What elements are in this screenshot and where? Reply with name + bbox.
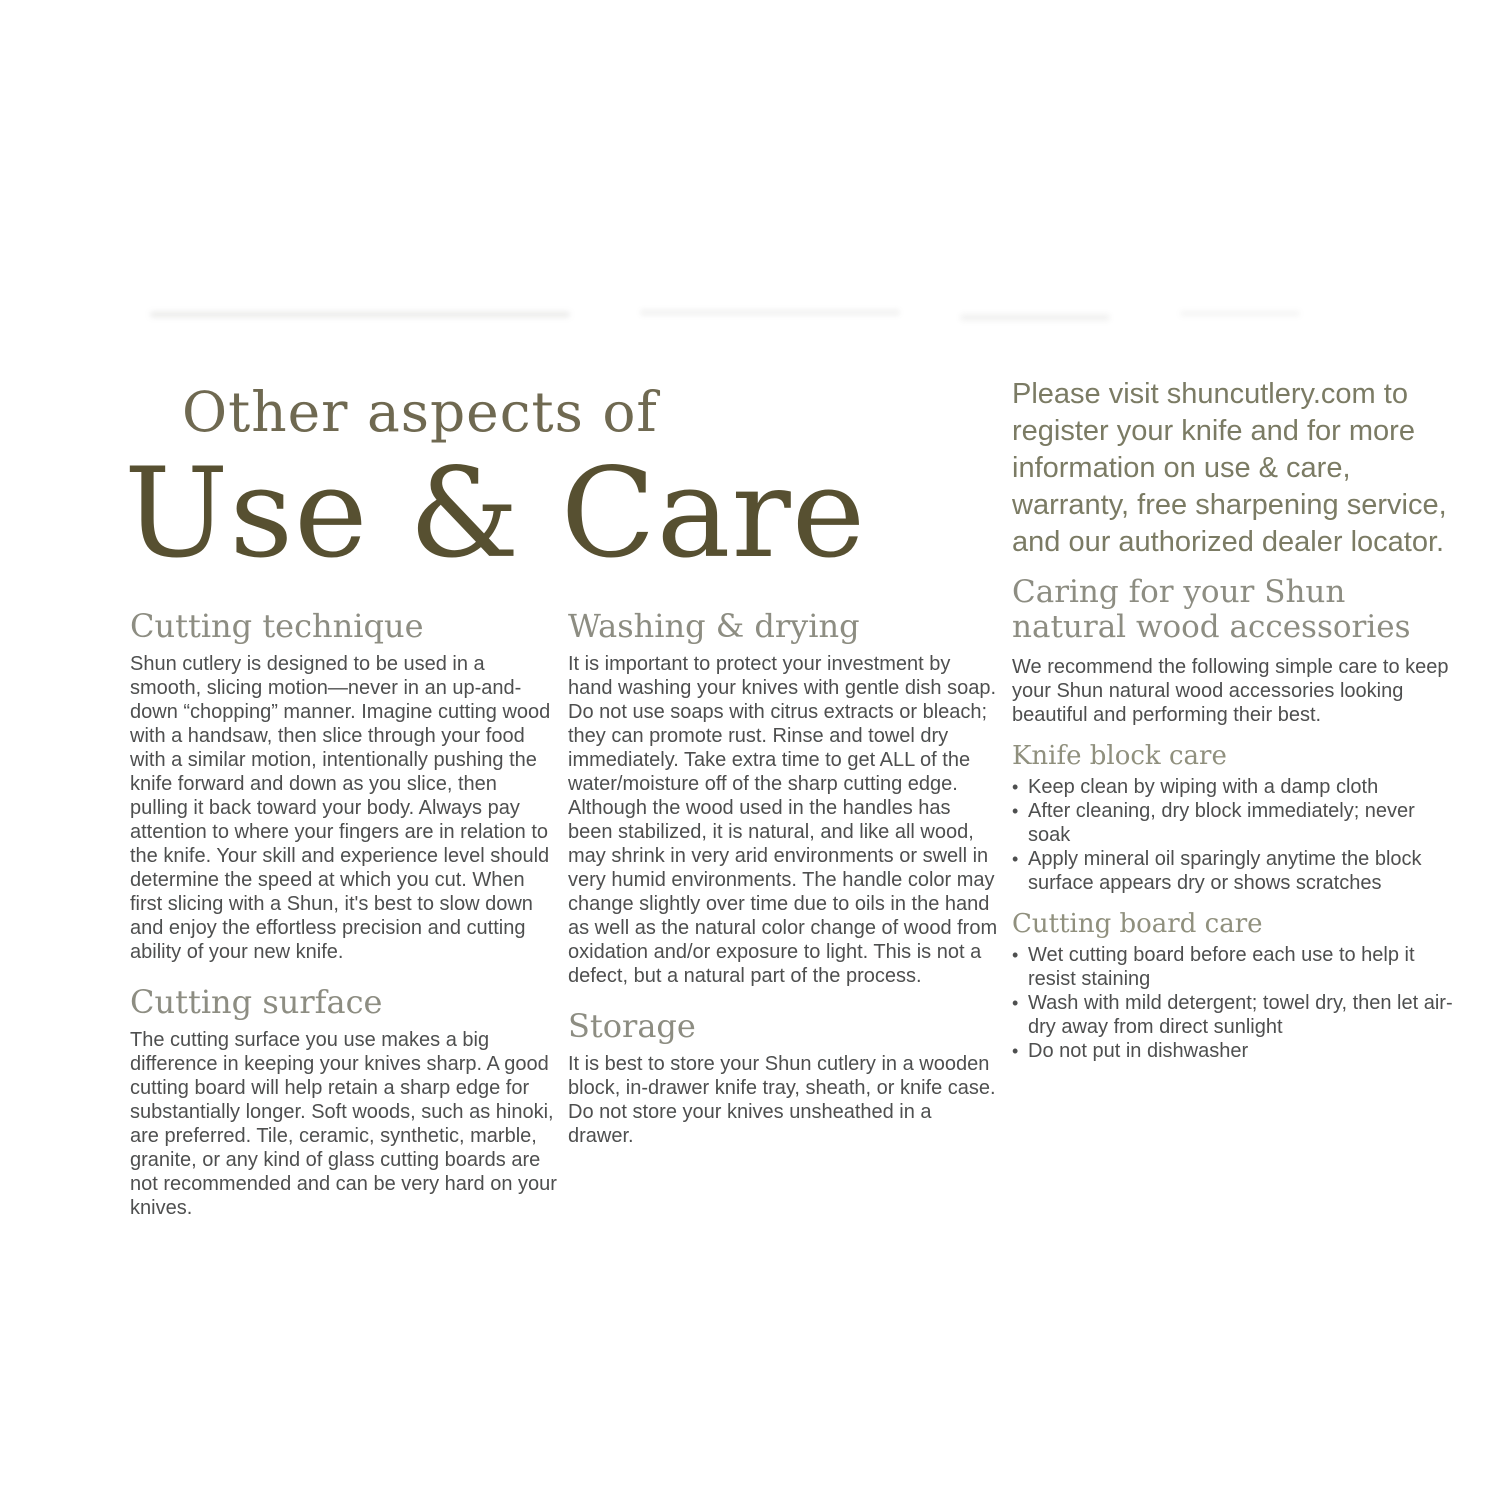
scan-artifact bbox=[1180, 311, 1300, 316]
page-title: Use & Care bbox=[124, 442, 867, 586]
section-body-cutting-technique: Shun cutlery is designed to be used in a smooth, slicing motion—never in an up-and-down “chopping” manner. Imagine cutting wood with a handsaw, then slice through your food with a similar motion, intentionally pushing the knife forward and down as you slice, then pulling it back toward your body. Always pay attention to where your fingers are in relation to the knife. Your skill and experience level should determine the speed at which you cut. When first slicing with a Shun, it's best to slow down and enjoy the effortless precision and cutting ability of your new knife. bbox=[130, 653, 551, 963]
section-heading-washing-drying: Washing & drying bbox=[568, 607, 860, 645]
column-left bbox=[130, 608, 558, 1220]
list-item: • Keep clean by wiping with a damp cloth bbox=[1012, 775, 1454, 799]
column-middle bbox=[568, 608, 998, 1148]
scan-artifact bbox=[150, 312, 570, 317]
sub-heading-knife-block-care: Knife block care bbox=[1012, 741, 1227, 771]
section-storage bbox=[568, 1008, 998, 1148]
page-eyebrow: Other aspects of bbox=[182, 380, 658, 444]
list-item: • Apply mineral oil sparingly anytime the block surface appears dry or shows scratches bbox=[1012, 847, 1454, 895]
scan-artifact bbox=[960, 314, 1110, 321]
list-item: • Do not put in dishwasher bbox=[1012, 1039, 1454, 1063]
list-item: • Wet cutting board before each use to help it resist staining bbox=[1012, 943, 1454, 991]
section-heading-caring-accessories: Caring for your Shun natural wood accessories bbox=[1012, 574, 1411, 645]
list-item: • After cleaning, dry block immediately; never soak bbox=[1012, 799, 1454, 847]
list-item: • Wash with mild detergent; towel dry, then let air-dry away from direct sunlight bbox=[1012, 991, 1454, 1039]
subsection-knife-block-care bbox=[1012, 741, 1454, 895]
website-intro-text: Please visit shuncutlery.com to register your knife and for more information on use & care, warranty, free sharpening service, and our authorized dealer locator. bbox=[1012, 378, 1447, 558]
subsection-cutting-board-care bbox=[1012, 909, 1454, 1063]
section-cutting-surface bbox=[130, 984, 558, 1220]
section-body-cutting-surface: The cutting surface you use makes a big difference in keeping your knives sharp. A good cutting board will help retain a sharp edge for substantially longer. Soft woods, such as hinoki, are preferred. Tile, ceramic, synthetic, marble, granite, or any kind of glass cutting boards are not recommended and can be very hard on your knives. bbox=[130, 1029, 557, 1219]
section-body-caring-accessories: We recommend the following simple care to keep your Shun natural wood accessories looking beautiful and performing their best. bbox=[1012, 656, 1449, 726]
section-heading-storage: Storage bbox=[568, 1007, 696, 1045]
section-heading-cutting-technique: Cutting technique bbox=[130, 607, 424, 645]
section-cutting-technique bbox=[130, 608, 558, 964]
section-heading-cutting-surface: Cutting surface bbox=[130, 983, 383, 1021]
cutting-board-care-list bbox=[1012, 943, 1454, 1063]
knife-block-care-list bbox=[1012, 775, 1454, 895]
section-body-washing-drying: It is important to protect your investment by hand washing your knives with gentle dish soap. Do not use soaps with citrus extracts or bleach; they can promote rust. Rinse and towel dry immediately. Take extra time to get ALL of the water/moisture off of the sharp cutting edge. Although the wood used in the handles has been stabilized, it is natural, and like all wood, may shrink in very arid environments or swell in very humid environments. The handle color may change slightly over time due to oils in the hand as well as the natural color change of wood from oxidation and/or exposure to light. This is not a defect, but a natural part of the process. bbox=[568, 653, 998, 987]
sub-heading-cutting-board-care: Cutting board care bbox=[1012, 909, 1263, 939]
section-washing-drying bbox=[568, 608, 998, 988]
column-right bbox=[1012, 376, 1454, 1063]
scan-artifact bbox=[640, 310, 900, 315]
section-body-storage: It is best to store your Shun cutlery in a wooden block, in-drawer knife tray, sheath, or knife case. Do not store your knives unsheathed in a drawer. bbox=[568, 1053, 996, 1147]
